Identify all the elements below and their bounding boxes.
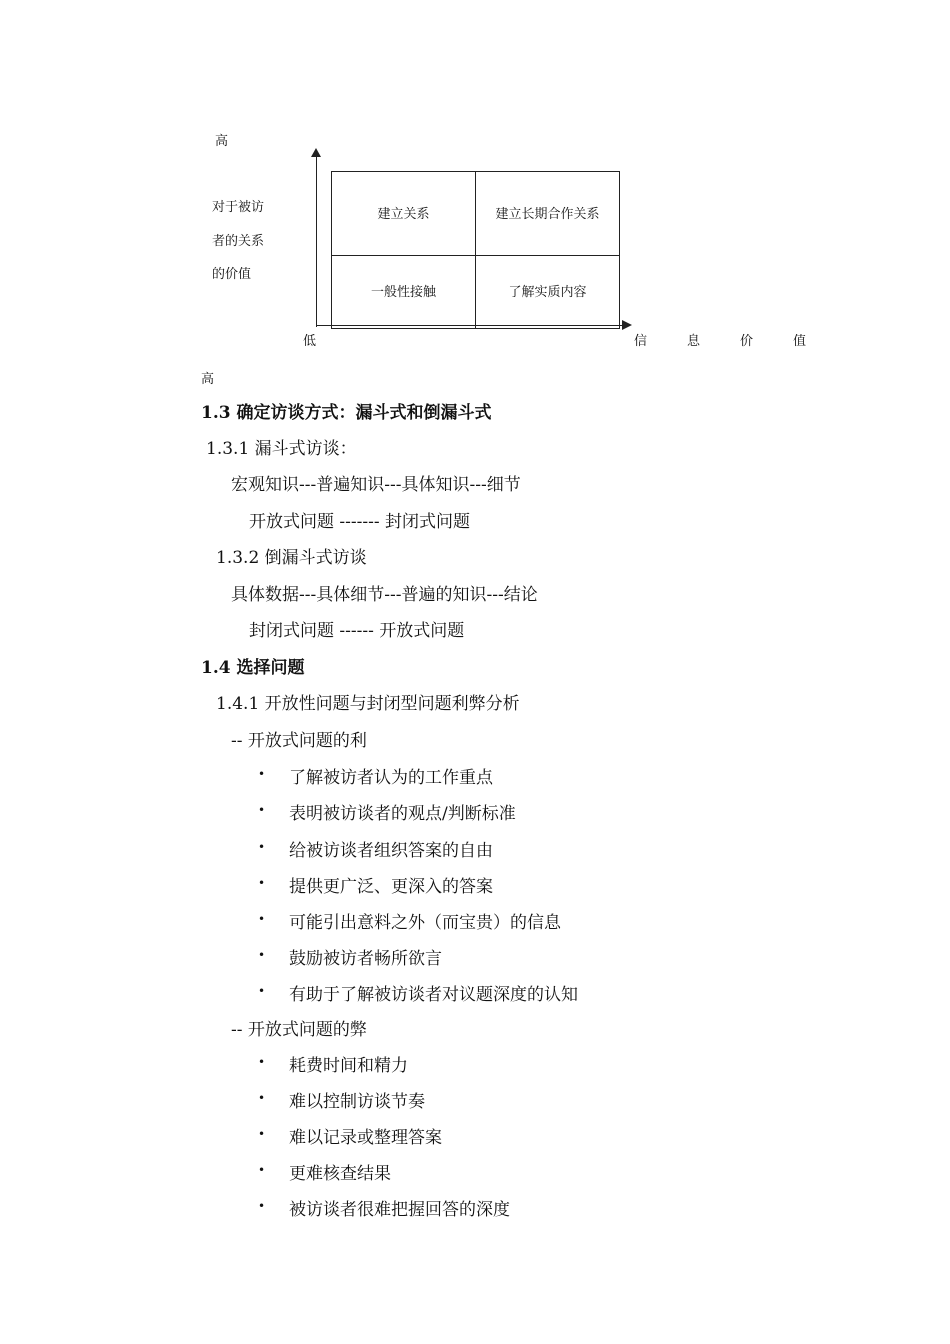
funnel-line-1: 宏观知识---普遍知识---具体知识---细节 xyxy=(231,475,521,495)
list-item: 被访谈者很难把握回答的深度 xyxy=(289,1200,510,1220)
y-axis-label-line-3: 的价值 xyxy=(212,267,252,282)
list-item: 可能引出意料之外（而宝贵）的信息 xyxy=(289,913,561,933)
cons-heading: -- 开放式问题的弊 xyxy=(231,1020,367,1040)
x-low-label: 低 xyxy=(303,334,317,349)
x-axis-label-char-2: 息 xyxy=(687,334,701,349)
quadrant-bottom-left xyxy=(331,255,476,329)
x-axis-label-char-1: 信 xyxy=(634,334,648,349)
heading-1-4: 1.4 选择问题 xyxy=(201,658,305,678)
heading-1-3: 1.3 确定访谈方式：漏斗式和倒漏斗式 xyxy=(201,403,492,423)
quadrant-bottom-right xyxy=(475,255,620,329)
x-high-label: 高 xyxy=(201,372,215,387)
reverse-funnel-line-1: 具体数据---具体细节---普遍的知识---结论 xyxy=(231,585,538,605)
list-item: 有助于了解被访谈者对议题深度的认知 xyxy=(289,985,578,1005)
y-high-label: 高 xyxy=(215,134,229,149)
quadrant-top-left-label: 建立关系 xyxy=(377,207,430,222)
heading-1-4-1: 1.4.1 开放性问题与封闭型问题利弊分析 xyxy=(216,694,520,714)
y-axis-line xyxy=(316,155,317,327)
quadrant-top-right xyxy=(475,171,620,256)
list-bullet: • xyxy=(258,1091,266,1105)
pros-heading: -- 开放式问题的利 xyxy=(231,731,367,751)
list-bullet: • xyxy=(258,912,266,926)
list-item: 难以记录或整理答案 xyxy=(289,1128,442,1148)
list-item: 了解被访者认为的工作重点 xyxy=(289,768,493,788)
reverse-funnel-line-2: 封闭式问题 ------ 开放式问题 xyxy=(249,621,465,641)
y-axis-label-line-1: 对于被访 xyxy=(212,200,265,215)
list-bullet: • xyxy=(258,948,266,962)
list-item: 更难核查结果 xyxy=(289,1164,391,1184)
list-bullet: • xyxy=(258,840,266,854)
list-bullet: • xyxy=(258,1127,266,1141)
list-bullet: • xyxy=(258,803,266,817)
quadrant-top-left xyxy=(331,171,476,256)
list-item: 耗费时间和精力 xyxy=(289,1056,408,1076)
x-axis-label-char-4: 值 xyxy=(793,334,807,349)
funnel-line-2: 开放式问题 ------- 封闭式问题 xyxy=(249,512,471,532)
list-bullet: • xyxy=(258,1199,266,1213)
quadrant-bottom-right-label: 了解实质内容 xyxy=(508,285,587,300)
y-axis-arrow-icon xyxy=(311,148,321,157)
list-item: 提供更广泛、更深入的答案 xyxy=(289,877,493,897)
quadrant-top-right-label: 建立长期合作关系 xyxy=(495,207,600,222)
list-item: 表明被访谈者的观点/判断标准 xyxy=(289,804,516,824)
x-axis-label-char-3: 价 xyxy=(740,334,754,349)
list-item: 难以控制访谈节奏 xyxy=(289,1092,425,1112)
list-bullet: • xyxy=(258,767,266,781)
quadrant-bottom-left-label: 一般性接触 xyxy=(370,285,436,300)
heading-1-3-1: 1.3.1 漏斗式访谈： xyxy=(206,439,357,459)
x-axis-arrow-icon xyxy=(622,320,632,330)
list-bullet: • xyxy=(258,1055,266,1069)
y-axis-label-line-2: 者的关系 xyxy=(212,234,265,249)
list-bullet: • xyxy=(258,876,266,890)
list-item: 鼓励被访者畅所欲言 xyxy=(289,949,442,969)
list-bullet: • xyxy=(258,1163,266,1177)
list-item: 给被访谈者组织答案的自由 xyxy=(289,841,493,861)
list-bullet: • xyxy=(258,984,266,998)
heading-1-3-2: 1.3.2 倒漏斗式访谈 xyxy=(216,548,367,568)
